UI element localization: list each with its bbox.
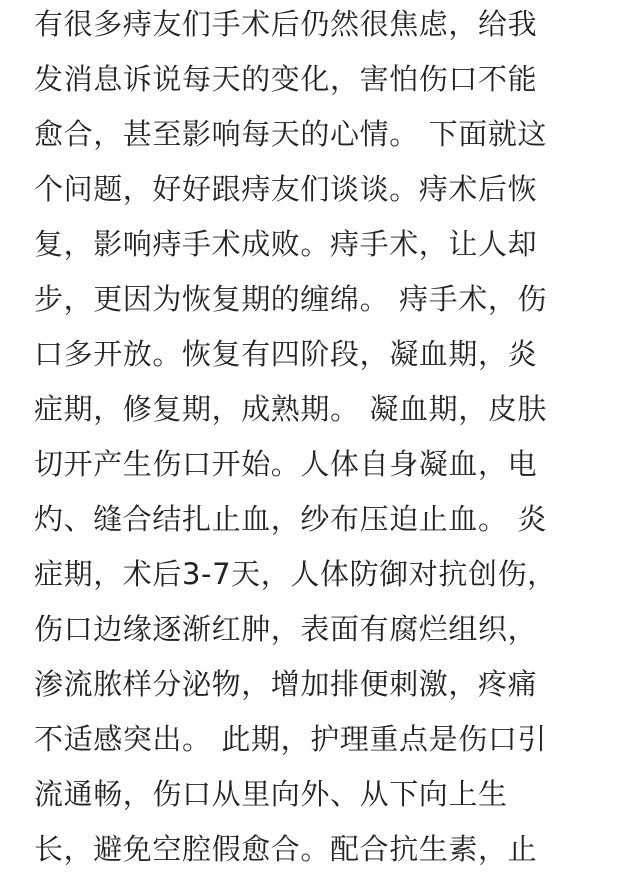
article-line: 切开产生伤口开始。人体自身凝血，电 [34,447,538,481]
article-line: 渗流脓样分泌物，增加排便刺激，疼痛 [34,667,538,701]
article-line: 个问题，好好跟痔友们谈谈。痔术后恢 [34,172,538,206]
article-line: 发消息诉说每天的变化，害怕伤口不能 [34,62,538,96]
article-line: 口多开放。恢复有四阶段，凝血期，炎 [34,337,538,371]
article-line: 流通畅，伤口从里向外、从下向上生 [34,777,508,811]
article-line: 不适感突出。 此期，护理重点是伤口引 [34,722,548,756]
article-line: 愈合，甚至影响每天的心情。 下面就这 [34,117,548,151]
article-line: 症期，术后3-7天，人体防御对抗创伤， [34,557,557,591]
article-body [34,0,614,877]
article-line: 复，影响痔手术成败。痔手术，让人却 [34,227,538,261]
article-line: 步，更因为恢复期的缠绵。 痔手术，伤 [34,282,548,316]
article-line: 有很多痔友们手术后仍然很焦虑，给我 [34,7,538,41]
article-line: 症期，修复期，成熟期。 凝血期，皮肤 [34,392,548,426]
article-line: 灼、缝合结扎止血，纱布压迫止血。 炎 [34,502,548,536]
article-line: 长，避免空腔假愈合。配合抗生素，止 [34,832,538,866]
article-line: 伤口边缘逐渐红肿，表面有腐烂组织， [34,612,538,646]
